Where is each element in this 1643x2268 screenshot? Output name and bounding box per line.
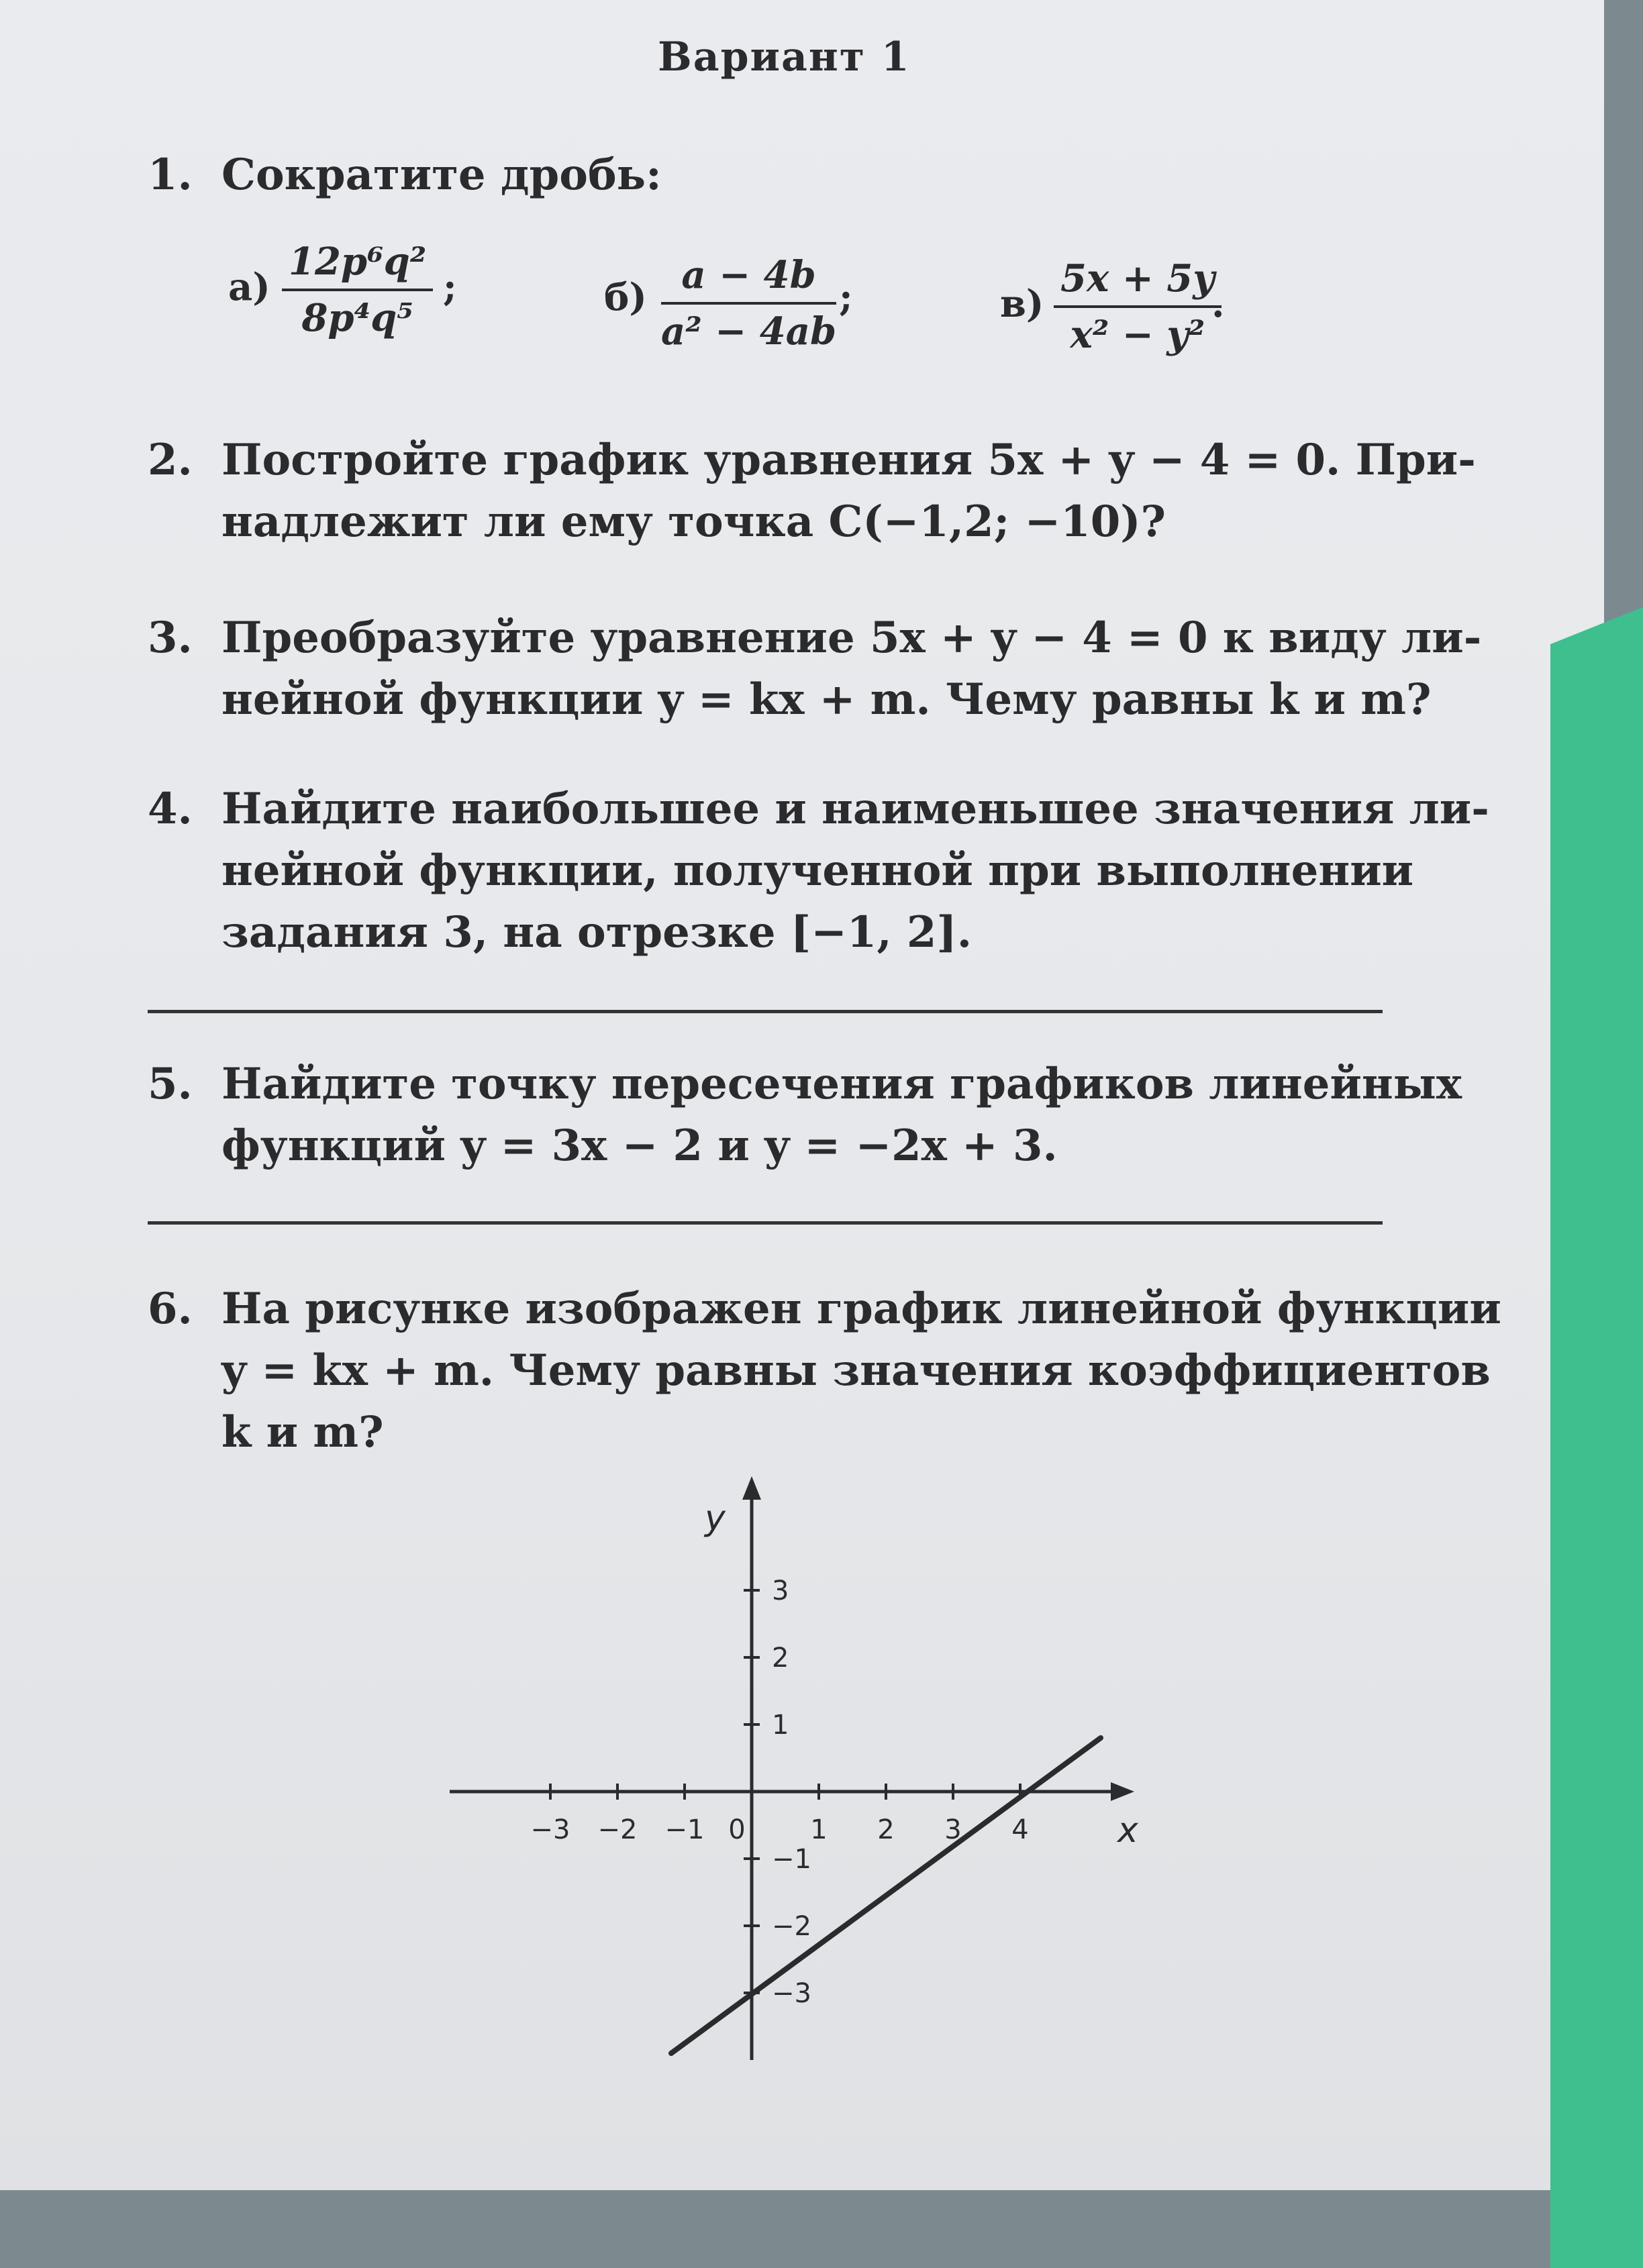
task-3 <box>148 607 1482 741</box>
green-folder-edge <box>1550 590 1643 2268</box>
fraction-a <box>282 235 433 345</box>
function-graph <box>403 1476 1141 2096</box>
task-6 <box>148 1278 1501 1473</box>
fraction-label-c: в) <box>1000 282 1044 326</box>
fraction-b-punct: ; <box>839 275 853 319</box>
y-axis-arrow <box>742 1476 761 1500</box>
y-axis-label: y <box>705 1498 726 1539</box>
fraction-a-numerator: 12p⁶q² <box>282 235 433 291</box>
y-tick-label: 2 <box>772 1643 789 1673</box>
task-text: Найдите точку пересечения графиков линейных функций y = 3x − 2 и y = −2x + 3. <box>221 1059 1462 1171</box>
fraction-c-punct: . <box>1211 282 1225 326</box>
x-axis-arrow <box>1111 1782 1134 1801</box>
x-tick-label: 4 <box>1011 1814 1029 1845</box>
divider-line <box>148 1221 1383 1225</box>
task-text: Найдите наибольшее и наименьшее значения ли- нейной функции, полученной при выполнении задания 3, на отрезке [−1, 2]. <box>221 784 1489 958</box>
task-text: На рисунке изображен график линейной функции y = kx + m. Чему равны значения коэффициентов k и m? <box>221 1284 1501 1457</box>
task-5 <box>148 1053 1462 1188</box>
fraction-label-b: б) <box>604 275 647 319</box>
fraction-c <box>1054 252 1222 362</box>
y-tick-label: 1 <box>772 1710 789 1741</box>
task-text: Преобразуйте уравнение 5x + y − 4 = 0 к виду ли- нейной функции y = kx + m. Чему равны k и m? <box>221 613 1482 725</box>
fraction-b <box>661 248 836 358</box>
y-tick-label: −1 <box>772 1844 811 1875</box>
task-text: Сократите дробь: <box>221 150 662 200</box>
y-tick-label: −2 <box>772 1911 811 1942</box>
x-tick-label: −2 <box>597 1814 638 1845</box>
y-tick-label: −3 <box>772 1978 811 2009</box>
x-tick-label: −3 <box>530 1814 570 1845</box>
graph-svg <box>403 1476 1141 2094</box>
fraction-b-numerator: a − 4b <box>661 248 836 305</box>
x-tick-label: 3 <box>944 1814 962 1845</box>
x-tick-label: 1 <box>810 1814 828 1845</box>
task-number: 6. <box>148 1284 193 1334</box>
fraction-label-a: а) <box>228 265 270 309</box>
x-axis-label: x <box>1117 1810 1138 1851</box>
task-1 <box>148 144 1396 211</box>
y-tick-label: 3 <box>772 1576 789 1606</box>
task-number: 1. <box>148 150 193 200</box>
fraction-b-denominator: a² − 4ab <box>661 309 837 354</box>
task-number: 2. <box>148 435 193 485</box>
fraction-a-denominator: 8p⁴q⁵ <box>301 296 413 340</box>
variant-title: Вариант 1 <box>658 34 911 81</box>
fraction-a-punct: ; <box>443 265 457 309</box>
task-2 <box>148 429 1476 564</box>
x-tick-label: 2 <box>877 1814 895 1845</box>
fraction-c-denominator: x² − y² <box>1070 313 1205 357</box>
task-4 <box>148 778 1489 973</box>
x-tick-label: 0 <box>728 1814 746 1845</box>
x-tick-label: −1 <box>664 1814 705 1845</box>
task-number: 4. <box>148 784 193 834</box>
divider-line <box>148 1010 1383 1013</box>
task-text: Постройте график уравнения 5x + y − 4 = 0. При- надлежит ли ему точка C(−1,2; −10)? <box>221 435 1476 547</box>
fraction-c-numerator: 5x + 5y <box>1054 252 1222 308</box>
task-number: 5. <box>148 1059 193 1109</box>
task-number: 3. <box>148 613 193 663</box>
